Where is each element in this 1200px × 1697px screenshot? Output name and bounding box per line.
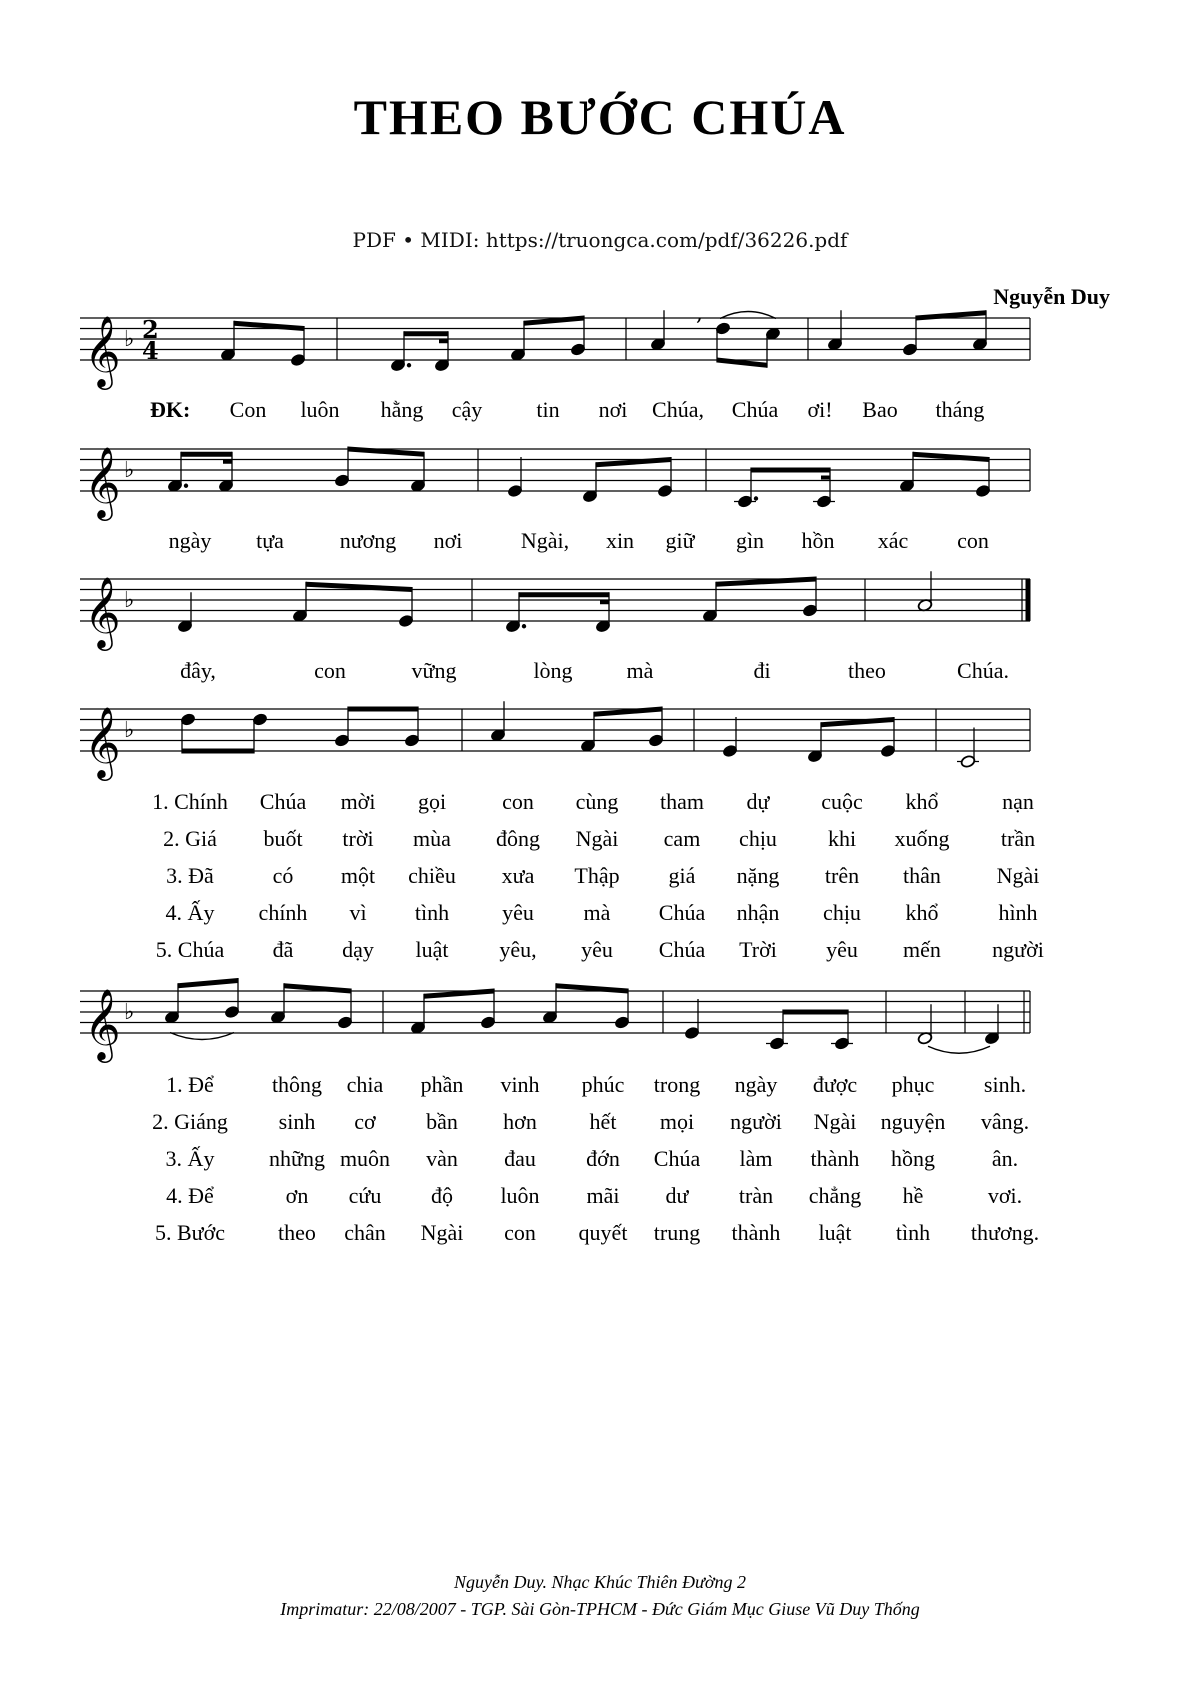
lyric-syllable: xác — [877, 528, 909, 553]
beam — [783, 1010, 848, 1015]
lyric-syllable: hồng — [891, 1146, 935, 1171]
lyric-syllable: phần — [420, 1072, 464, 1097]
augmentation-dot — [522, 624, 526, 628]
lyric-syllable: 4. Ấy — [165, 900, 215, 925]
sixteenth-beam — [821, 476, 830, 480]
lyric-syllable: quyết — [578, 1220, 628, 1245]
lyric-syllable: đông — [496, 826, 540, 851]
lyric-syllable: buốt — [263, 826, 303, 851]
sixteenth-beam — [439, 339, 448, 343]
breath-mark-icon: , — [696, 301, 703, 326]
lyric-syllable: tình — [414, 900, 450, 925]
lyric-syllable: chia — [346, 1072, 384, 1097]
beam — [348, 707, 418, 712]
lyric-syllable: bần — [426, 1109, 458, 1134]
lyric-syllable: xin — [605, 528, 635, 553]
lyric-syllable: ân. — [991, 1146, 1019, 1171]
staff-system-5 — [80, 973, 1130, 1083]
lyric-syllable: ơn — [285, 1183, 309, 1208]
lyric-syllable: Ngài — [813, 1109, 857, 1134]
flat-key-signature-icon: ♭ — [124, 327, 135, 352]
lyric-syllable: mùa — [413, 826, 451, 851]
lyric-syllable: theo — [278, 1220, 316, 1245]
flat-key-signature-icon: ♭ — [124, 718, 135, 743]
lyric-syllable: mà — [583, 900, 611, 925]
augmentation-dot — [754, 496, 758, 500]
lyric-syllable: yêu — [502, 900, 534, 925]
lyric-syllable: chẳng — [808, 1183, 862, 1208]
lyric-syllable: trên — [824, 863, 860, 888]
chorus-label: ĐK: — [150, 397, 191, 422]
lyric-syllable: gìn — [735, 528, 765, 553]
lyric-syllable: Ngài — [996, 863, 1040, 888]
lyric-syllable: con — [314, 658, 346, 683]
lyric-syllable: luôn — [300, 397, 340, 422]
footer-source: Nguyễn Duy. Nhạc Khúc Thiên Đường 2 — [454, 1572, 746, 1592]
lyric-syllable: luôn — [500, 1183, 540, 1208]
lyric-syllable: 1. Chính — [152, 789, 228, 814]
lyric-syllable: người — [992, 937, 1044, 962]
beam — [348, 447, 424, 457]
treble-clef-icon: 𝄞 — [84, 705, 121, 778]
lyric-syllable: làm — [739, 1146, 773, 1171]
lyric-syllable: nơi — [598, 397, 628, 422]
lyric-syllable: Chúa — [658, 900, 706, 925]
lyric-syllable: Trời — [739, 937, 777, 962]
beam — [181, 452, 232, 457]
source-link[interactable]: PDF • MIDI: https://truongca.com/pdf/36226.pdf — [352, 228, 848, 252]
lyric-syllable: khổ — [905, 789, 939, 814]
lyric-syllable: mời — [340, 789, 376, 814]
beam — [306, 582, 412, 592]
lyric-syllable: Chúa — [259, 789, 307, 814]
lyric-syllable: 4. Để — [166, 1183, 214, 1208]
lyric-syllable: Thập — [574, 863, 620, 888]
beam — [404, 331, 448, 336]
lyric-syllable: hề — [902, 1183, 924, 1208]
lyric-syllable: gọi — [417, 789, 447, 814]
lyric-syllable: theo — [848, 658, 886, 683]
lyric-syllable: luật — [818, 1220, 852, 1245]
lyric-syllable: ngày — [168, 528, 212, 553]
lyric-syllable: khổ — [905, 900, 939, 925]
lyric-syllable: sinh — [278, 1109, 316, 1134]
treble-clef-icon: 𝄞 — [84, 575, 121, 648]
lyric-syllable: mọi — [659, 1109, 695, 1134]
lyric-syllable: hồn — [801, 528, 835, 553]
lyric-syllable: Chúa — [731, 397, 779, 422]
lyric-syllable: chiều — [408, 863, 456, 888]
lyric-syllable: phúc — [581, 1072, 625, 1097]
lyric-syllable: người — [730, 1109, 782, 1134]
lyric-syllable: muôn — [339, 1146, 391, 1171]
lyric-syllable: luật — [415, 937, 449, 962]
beam — [717, 358, 767, 368]
treble-clef-icon: 𝄞 — [84, 445, 121, 518]
flat-key-signature-icon: ♭ — [124, 1000, 135, 1025]
staff-system-3 — [80, 561, 1130, 671]
beam — [556, 983, 628, 993]
lyric-syllable: nơi — [433, 528, 463, 553]
lyric-syllable: Bao — [862, 397, 898, 422]
lyric-syllable: 1. Để — [166, 1072, 214, 1097]
lyric-syllable: hết — [589, 1109, 617, 1134]
lyric-syllable: hơn — [503, 1109, 537, 1134]
lyric-syllable: một — [340, 863, 376, 888]
beam — [594, 707, 662, 717]
beam — [284, 983, 351, 993]
beam — [182, 749, 254, 754]
lyric-syllable: cùng — [575, 789, 619, 814]
lyric-syllable: thành — [731, 1220, 781, 1245]
lyric-syllable: mãi — [586, 1183, 620, 1208]
augmentation-dot — [184, 484, 188, 488]
time-signature-top: 2 — [142, 315, 159, 344]
lyric-syllable: 5. Bước — [155, 1220, 225, 1245]
lyric-syllable: cuộc — [821, 789, 863, 814]
lyric-syllable: ơi! — [807, 397, 833, 422]
lyric-syllable: có — [272, 863, 294, 888]
lyric-syllable: độ — [431, 1183, 453, 1208]
staff-system-4 — [80, 691, 1130, 801]
lyric-syllable: đã — [272, 937, 294, 962]
lyric-syllable: 3. Ấy — [165, 1146, 215, 1171]
lyric-syllable: 2. Giá — [163, 826, 217, 851]
staff-system-1 — [80, 300, 1130, 410]
lyric-syllable: dạy — [342, 937, 374, 962]
lyric-syllable: chịu — [739, 826, 777, 851]
lyric-syllable: xuống — [894, 826, 950, 851]
lyric-syllable: lòng — [533, 658, 573, 683]
lyric-syllable: vì — [349, 900, 367, 925]
staff-system-2 — [80, 431, 1130, 541]
lyric-syllable: vâng. — [980, 1109, 1030, 1134]
flat-key-signature-icon: ♭ — [124, 458, 135, 483]
beam — [821, 717, 894, 727]
composer: Nguyễn Duy — [993, 284, 1110, 309]
beam — [519, 592, 609, 597]
beam — [178, 978, 238, 988]
lyric-syllable: tin — [536, 397, 560, 422]
lyric-syllable: yêu — [826, 937, 858, 962]
beam — [424, 989, 494, 999]
lyric-syllable: nạn — [1002, 789, 1034, 814]
lyric-syllable: nhận — [736, 900, 780, 925]
lyric-syllable: xưa — [501, 863, 535, 888]
lyric-syllable: được — [812, 1072, 858, 1097]
beam — [913, 452, 989, 462]
lyric-syllable: tháng — [935, 397, 985, 422]
beam — [716, 577, 816, 587]
lyric-syllable: tràn — [738, 1183, 774, 1208]
beam — [524, 316, 584, 326]
lyric-syllable: tình — [895, 1220, 931, 1245]
lyric-syllable: yêu, — [499, 937, 537, 962]
lyric-syllable: con — [504, 1220, 536, 1245]
lyric-syllable: Chúa, — [652, 397, 704, 422]
lyric-syllable: cứu — [348, 1183, 382, 1208]
lyric-syllable: trần — [1000, 826, 1036, 851]
lyric-syllable: Chúa — [653, 1146, 701, 1171]
lyric-syllable: Ngài, — [520, 528, 570, 553]
lyric-syllable: thông — [271, 1072, 323, 1097]
footer-imprimatur: Imprimatur: 22/08/2007 - TGP. Sài Gòn-TPHCM - Đức Giám Mục Giuse Vũ Duy Thống — [280, 1599, 920, 1619]
lyric-syllable: hình — [998, 900, 1038, 925]
lyric-syllable: đây, — [180, 658, 216, 683]
lyric-syllable: cậy — [451, 397, 483, 422]
beam — [751, 468, 830, 473]
lyric-syllable: chính — [258, 900, 308, 925]
lyric-syllable: đau — [504, 1146, 536, 1171]
lyric-syllable: nương — [339, 528, 397, 553]
lyric-syllable: Chúa. — [957, 658, 1009, 683]
lyric-syllable: Chúa — [658, 937, 706, 962]
beam — [916, 310, 986, 320]
sixteenth-beam — [600, 600, 609, 604]
lyric-syllable: yêu — [581, 937, 613, 962]
lyric-syllable: đi — [753, 658, 771, 683]
lyric-syllable: vơi. — [987, 1183, 1023, 1208]
lyric-syllable: trời — [342, 826, 374, 851]
lyric-syllable: 2. Giáng — [152, 1109, 228, 1134]
time-signature-bottom: 4 — [142, 336, 159, 365]
lyric-syllable: Ngài — [575, 826, 619, 851]
lyric-syllable: Con — [229, 397, 267, 422]
lyric-syllable: dư — [665, 1183, 689, 1208]
lyric-syllable: giữ — [665, 528, 695, 553]
lyric-syllable: những — [269, 1146, 325, 1171]
lyric-syllable: chân — [344, 1220, 386, 1245]
lyric-syllable: trong — [653, 1072, 701, 1097]
lyric-syllable: 5. Chúa — [155, 937, 225, 962]
beam — [234, 321, 304, 331]
lyric-syllable: đớn — [586, 1146, 620, 1171]
lyric-syllable: cam — [663, 826, 701, 851]
lyric-syllable: vinh — [500, 1072, 540, 1097]
treble-clef-icon: 𝄞 — [84, 314, 121, 387]
lyric-syllable: nặng — [736, 863, 780, 888]
augmentation-dot — [407, 363, 411, 367]
lyric-syllable: vàn — [426, 1146, 458, 1171]
lyric-syllable: mà — [626, 658, 654, 683]
lyric-syllable: chịu — [823, 900, 861, 925]
beam — [596, 457, 671, 467]
lyric-syllable: thành — [810, 1146, 860, 1171]
lyric-syllable: khi — [827, 826, 857, 851]
lyric-syllable: cơ — [354, 1109, 376, 1134]
lyric-syllable: con — [502, 789, 534, 814]
sixteenth-beam — [223, 460, 232, 464]
lyric-syllable: trung — [653, 1220, 701, 1245]
lyric-syllable: dự — [746, 789, 770, 814]
lyric-syllable: nguyện — [880, 1109, 946, 1134]
lyric-syllable: tham — [660, 789, 704, 814]
treble-clef-icon: 𝄞 — [84, 987, 121, 1060]
lyric-syllable: Ngài — [420, 1220, 464, 1245]
flat-key-signature-icon: ♭ — [124, 588, 135, 613]
lyric-syllable: thương. — [970, 1220, 1040, 1245]
lyric-syllable: hằng — [380, 397, 424, 422]
lyric-syllable: tựa — [256, 528, 284, 553]
lyric-syllable: ngày — [734, 1072, 778, 1097]
lyric-syllable: giá — [668, 863, 696, 888]
lyric-syllable: mến — [903, 937, 941, 962]
lyric-syllable: vững — [411, 658, 457, 683]
slur — [928, 1046, 990, 1053]
lyric-syllable: phục — [891, 1072, 935, 1097]
lyric-syllable: thân — [903, 863, 941, 888]
lyric-syllable: con — [957, 528, 989, 553]
lyric-syllable: 3. Đã — [166, 863, 214, 888]
lyric-syllable: sinh. — [983, 1072, 1027, 1097]
song-title: THEO BƯỚC CHÚA — [353, 89, 847, 145]
